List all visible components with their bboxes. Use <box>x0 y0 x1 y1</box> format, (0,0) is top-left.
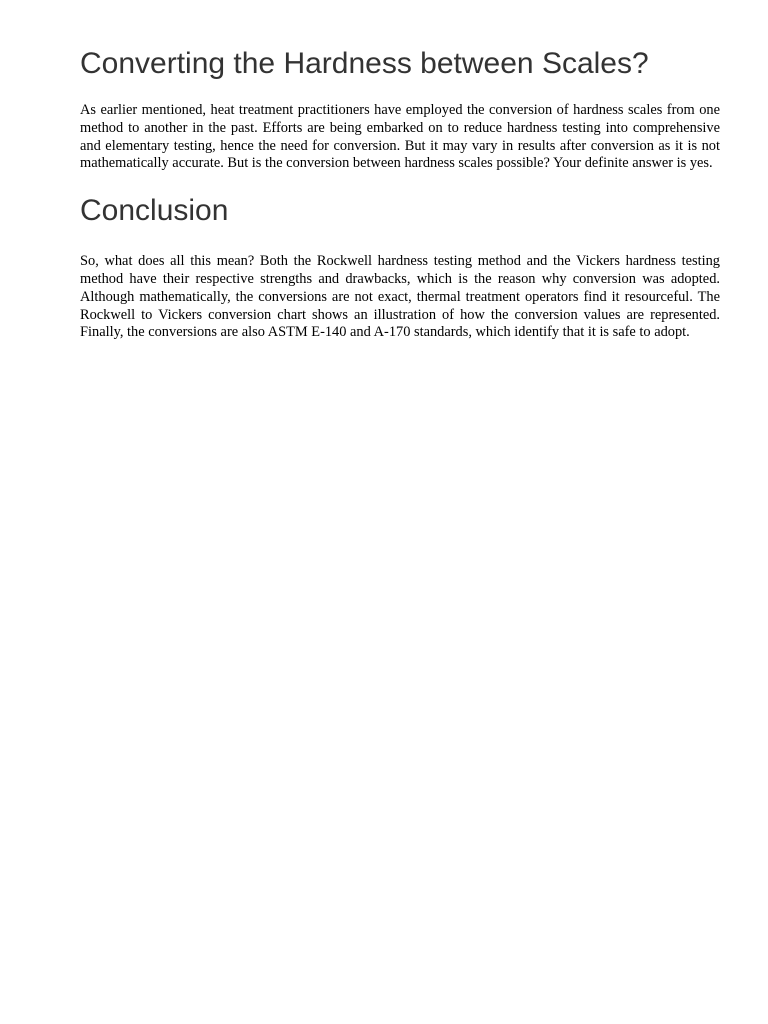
section-paragraph: As earlier mentioned, heat treatment practitioners have employed the conversion of hardness scales from one method to another in the past. Efforts are being embarked on to reduce hardness testing into comprehensive and elementary testing, hence the need for conversion. But it may vary in results after conversion as it is not mathematically accurate. But is the conversion between hardness scales possible? Your definite answer is yes. <box>80 102 720 172</box>
section-converting-hardness <box>80 46 720 173</box>
document-page <box>80 0 720 342</box>
section-paragraph: So, what does all this mean? Both the Rockwell hardness testing method and the Vickers hardness testing method have their respective strengths and drawbacks, which is the reason why conversion was adopted. Although mathematically, the conversions are not exact, thermal treatment operators find it resourceful. The Rockwell to Vickers conversion chart shows an illustration of how the conversion values are represented. Finally, the conversions are also ASTM E-140 and A-170 standards, which identify that it is safe to adopt. <box>80 253 720 341</box>
section-heading: Converting the Hardness between Scales? <box>80 47 649 80</box>
section-conclusion <box>80 193 720 342</box>
section-heading: Conclusion <box>80 194 229 228</box>
